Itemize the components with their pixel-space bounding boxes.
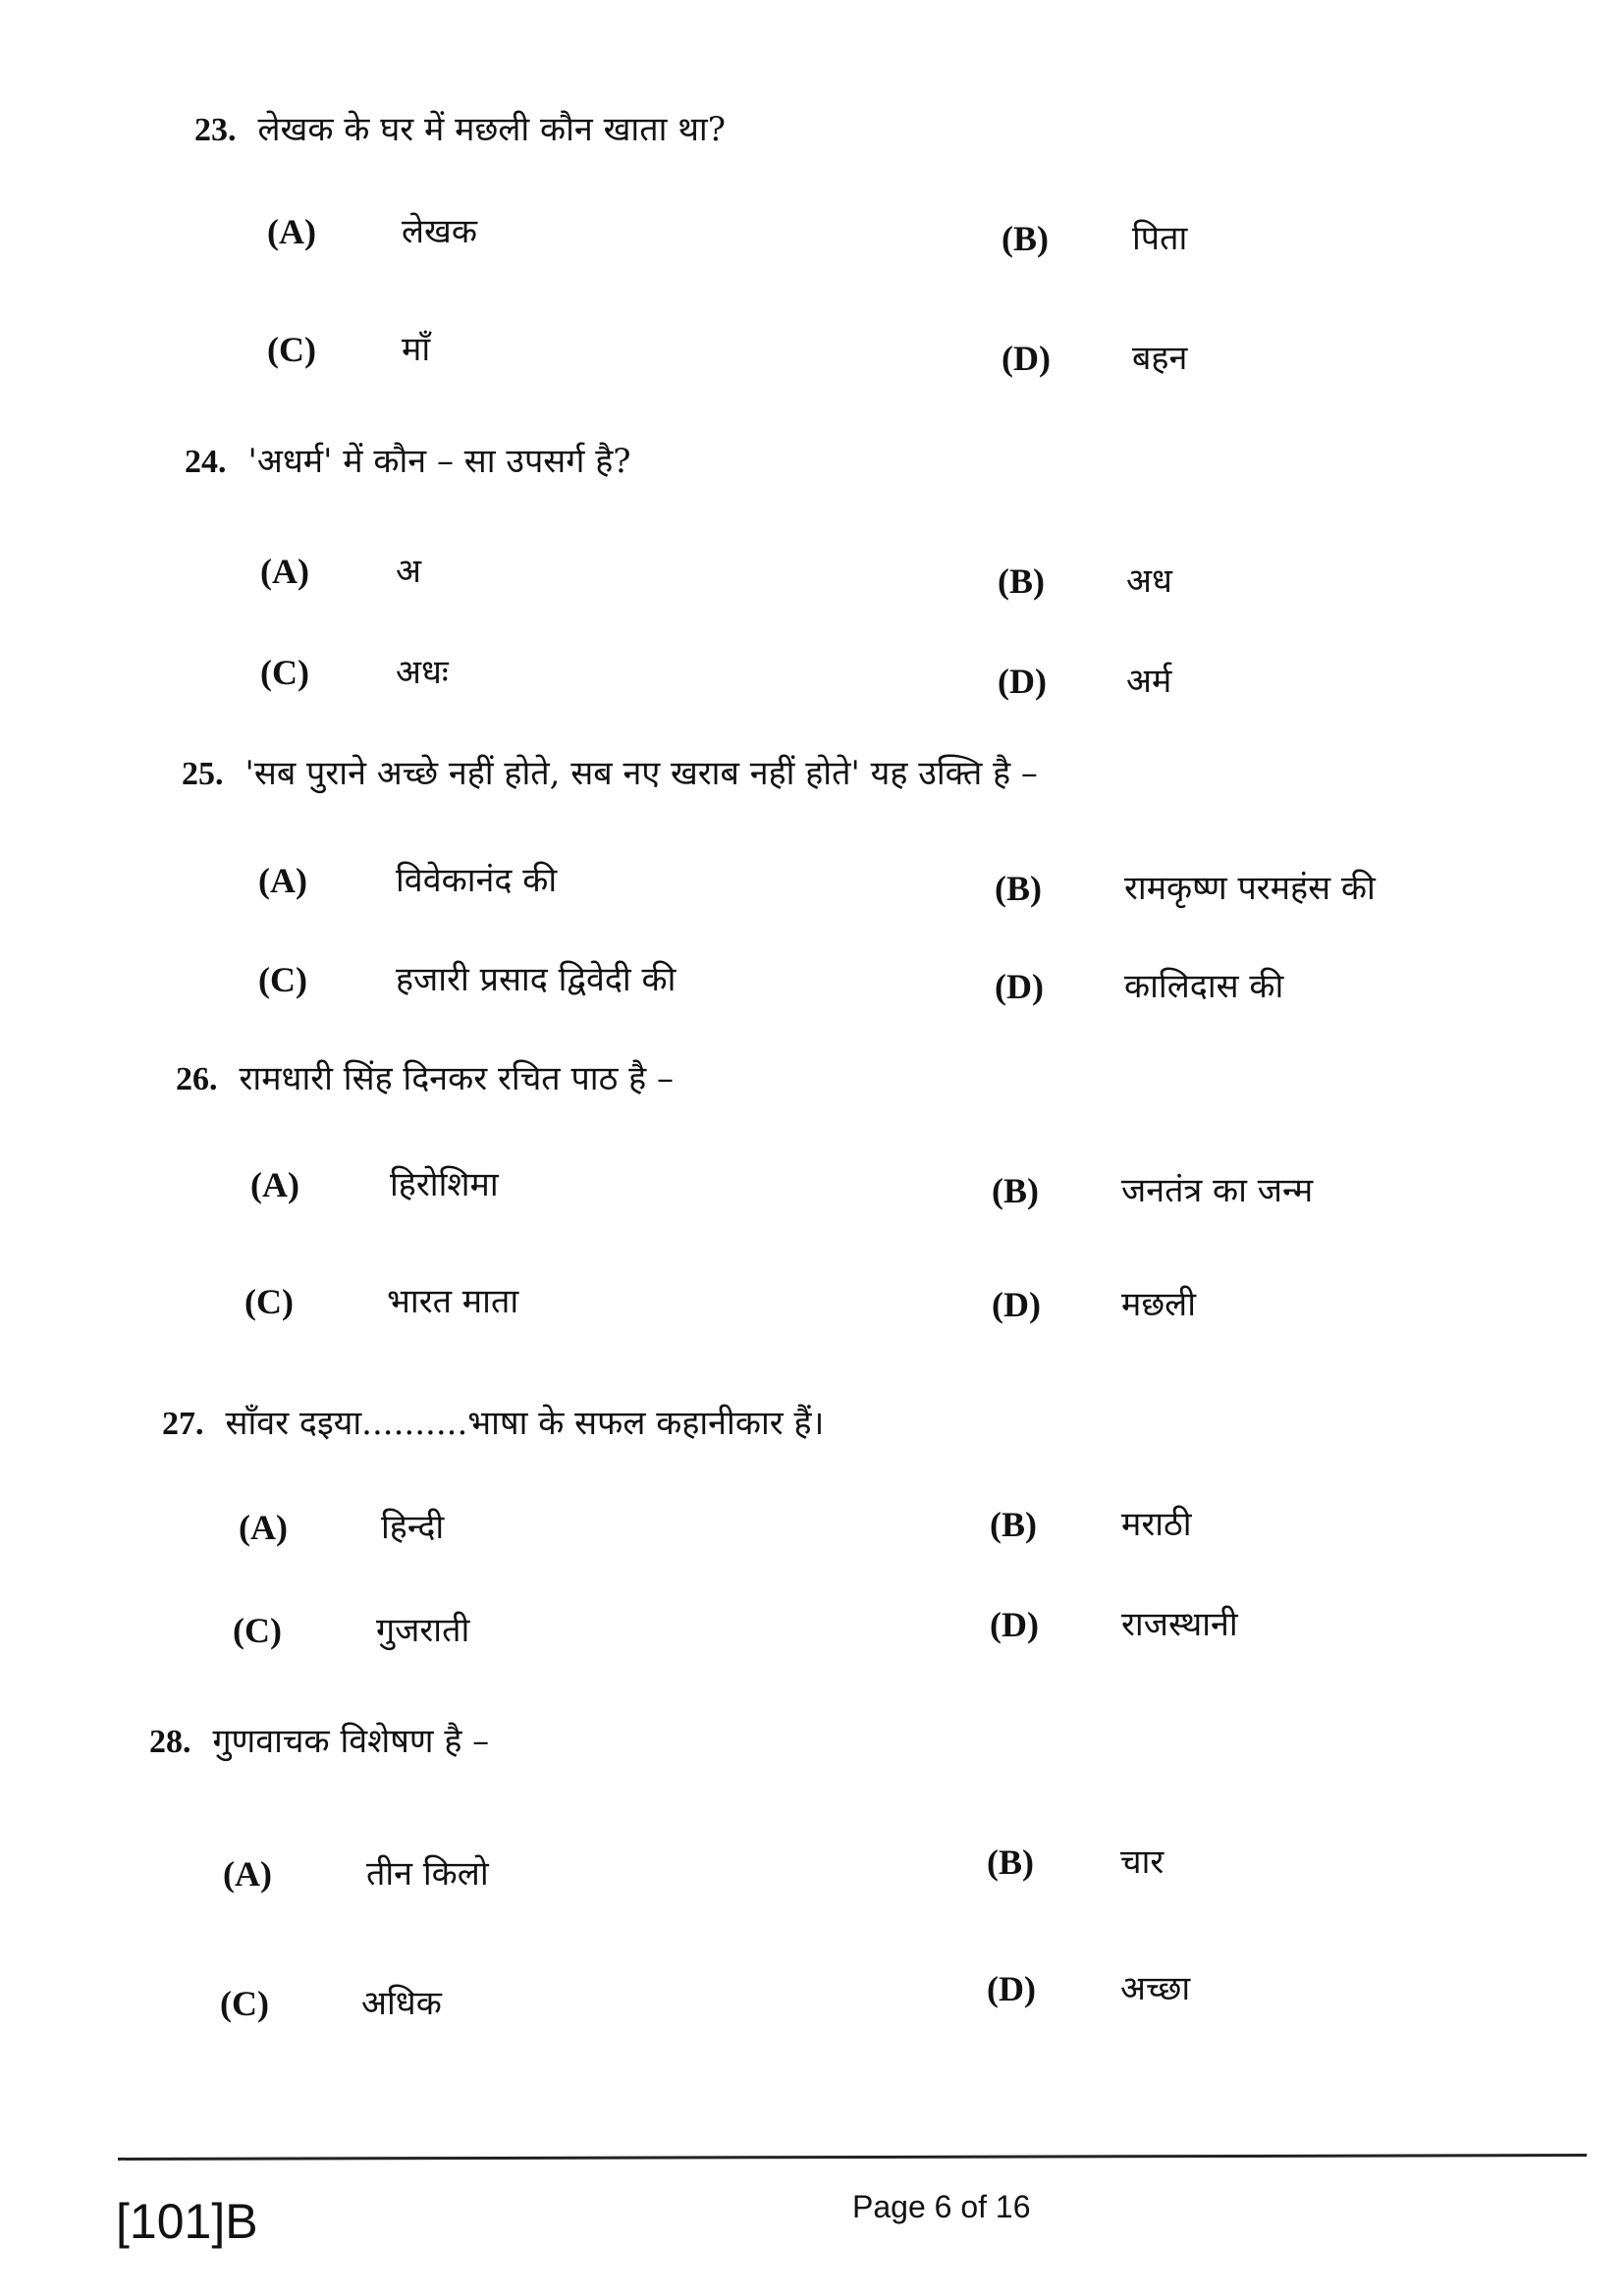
option-text: गुजराती xyxy=(376,1611,470,1650)
option-text: अच्छा xyxy=(1120,1969,1191,2008)
question-23 xyxy=(194,110,726,150)
question-text: गुणवाचक विशेषण है – xyxy=(212,1722,490,1761)
option-label: (D) xyxy=(992,1285,1041,1324)
question-26 xyxy=(176,1059,674,1099)
option-text: अ xyxy=(396,552,421,591)
option-text: भारत माता xyxy=(387,1282,519,1321)
option-label: (D) xyxy=(990,1605,1039,1644)
option-text: जनतंत्र का जन्म xyxy=(1121,1171,1314,1210)
question-number: 26. xyxy=(176,1061,218,1097)
option-label: (A) xyxy=(260,552,309,591)
question-number: 27. xyxy=(162,1406,204,1442)
option-label: (B) xyxy=(998,561,1045,601)
question-number: 23. xyxy=(194,112,237,148)
option-label: (B) xyxy=(1001,219,1049,258)
option-text: बहन xyxy=(1132,339,1188,378)
option-text: अधिक xyxy=(361,1984,442,2023)
option-label: (B) xyxy=(987,1842,1034,1882)
option-text: हिरोशिमा xyxy=(390,1165,499,1204)
question-25 xyxy=(182,754,1038,794)
option-text: कालिदास की xyxy=(1124,967,1284,1006)
question-28 xyxy=(149,1722,489,1762)
option-label: (D) xyxy=(987,1969,1036,2008)
option-label: (B) xyxy=(990,1505,1037,1544)
option-text: रामकृष्ण परमहंस की xyxy=(1124,869,1376,908)
option-label: (D) xyxy=(995,967,1044,1006)
option-label: (D) xyxy=(1001,339,1051,378)
option-label: (C) xyxy=(258,960,307,999)
option-label: (C) xyxy=(220,1984,269,2023)
question-text: रामधारी सिंह दिनकर रचित पाठ है – xyxy=(239,1059,675,1098)
option-text: अर्म xyxy=(1126,662,1172,701)
option-text: पिता xyxy=(1132,219,1188,258)
option-text: विवेकानंद की xyxy=(396,861,558,900)
footer-divider xyxy=(118,2154,1587,2161)
option-label: (A) xyxy=(239,1508,288,1547)
question-text: साँवर दइया..........भाषा के सफल कहानीकार हैं। xyxy=(225,1404,825,1443)
question-text: 'सब पुराने अच्छे नहीं होते, सब नए खराब नहीं होते' यह उक्ति है – xyxy=(244,754,1038,793)
option-label: (B) xyxy=(992,1171,1039,1210)
page-number: Page 6 of 16 xyxy=(852,2189,1031,2224)
option-text: लेखक xyxy=(402,212,477,251)
option-text: मछली xyxy=(1121,1285,1197,1324)
option-label: (A) xyxy=(258,861,307,900)
option-text: हजारी प्रसाद द्विवेदी की xyxy=(396,960,677,999)
question-number: 28. xyxy=(149,1724,191,1760)
question-text: 'अधर्म' में कौन – सा उपसर्ग है? xyxy=(247,442,631,481)
question-text: लेखक के घर में मछली कौन खाता था? xyxy=(257,110,726,149)
option-label: (A) xyxy=(267,212,316,251)
question-number: 25. xyxy=(182,756,224,792)
option-text: चार xyxy=(1120,1842,1164,1882)
question-24 xyxy=(185,442,631,482)
option-text: माँ xyxy=(402,330,431,369)
option-label: (A) xyxy=(223,1854,272,1894)
option-label: (C) xyxy=(260,653,309,692)
question-number: 24. xyxy=(185,444,227,480)
option-text: राजस्थानी xyxy=(1121,1605,1238,1644)
option-text: अध xyxy=(1126,561,1172,601)
option-text: मराठी xyxy=(1121,1505,1192,1544)
option-label: (A) xyxy=(250,1165,299,1204)
question-27 xyxy=(162,1404,824,1444)
paper-code: [101]B xyxy=(116,2194,258,2249)
option-label: (D) xyxy=(998,662,1047,701)
option-label: (C) xyxy=(244,1282,294,1321)
option-label: (C) xyxy=(267,330,316,369)
option-text: तीन किलो xyxy=(366,1854,489,1894)
option-text: हिन्दी xyxy=(381,1508,445,1547)
option-label: (C) xyxy=(233,1611,282,1650)
option-label: (B) xyxy=(995,869,1042,908)
option-text: अधः xyxy=(396,653,449,692)
